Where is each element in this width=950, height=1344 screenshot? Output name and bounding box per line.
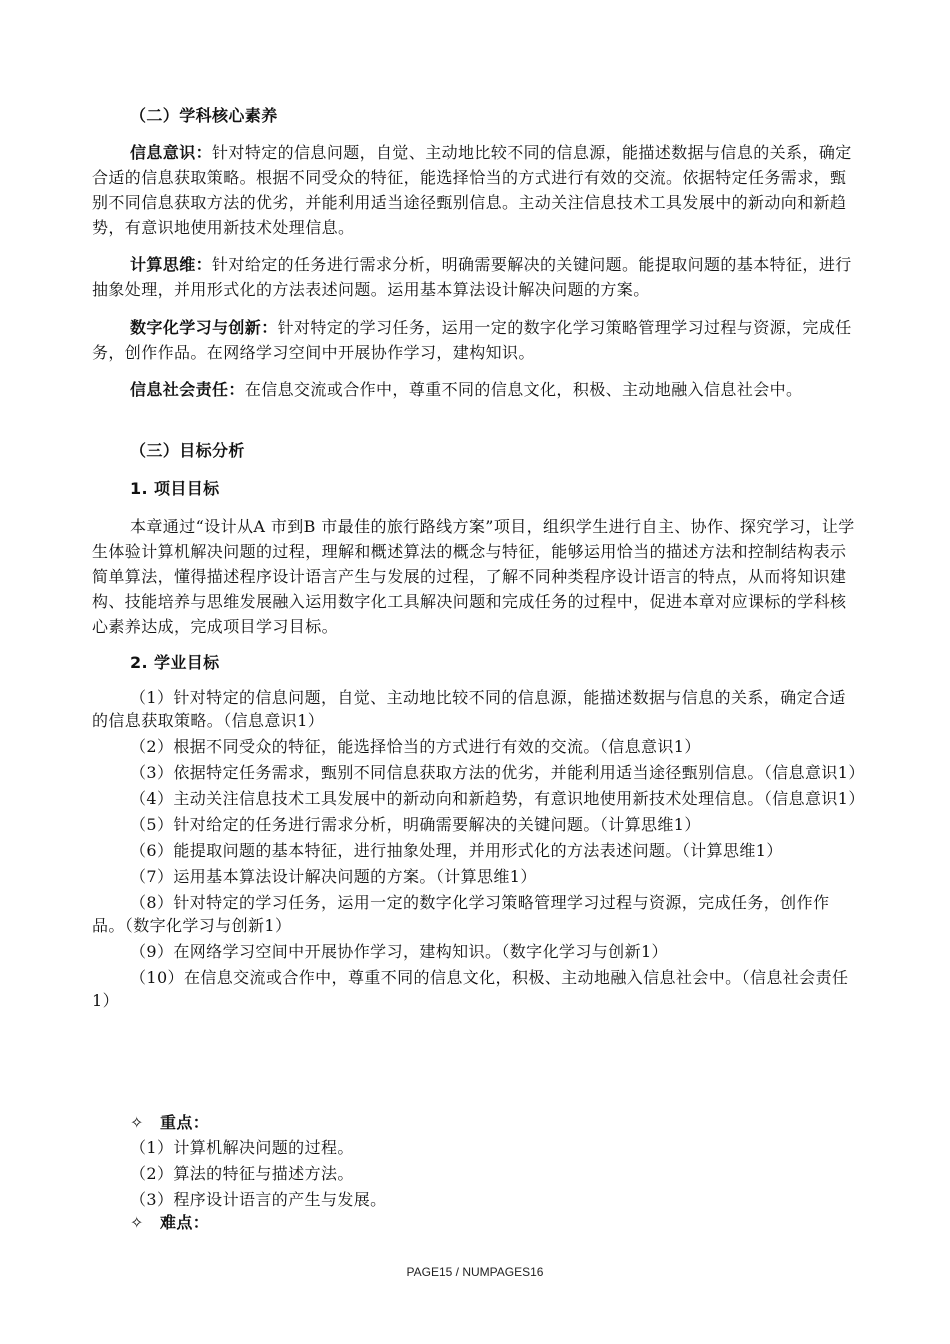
subheading-project-goal: 1. 项目目标	[130, 479, 220, 498]
key-points-heading: ✧ 重点：	[92, 1110, 862, 1135]
section-heading-goal-analysis: （三）目标分析	[130, 441, 245, 460]
term-label: 信息社会责任：	[130, 380, 245, 399]
key-points-list	[130, 1136, 900, 1214]
project-goal-text: 本章通过“设计从A 市到B 市最佳的旅行路线方案”项目，组织学生进行自主、协作、探究学习，让学生体验计算机解决问题的过程，理解和概述算法的概念与特征，能够运用恰当的描述方法和控制结构表示简单算法，懂得描述程序设计语言产生与发展的过程，了解不同种类程序设计语言的特点，从而将知识建构、技能培养与思维发展融入运用数字化工具解决问题和完成任务的过程中，促进本章对应课标的学科核心素养达成，完成项目学习目标。	[92, 517, 855, 636]
section-heading-core-literacy: （二）学科核心素养	[130, 106, 278, 125]
goal-item: （1）针对特定的信息问题，自觉、主动地比较不同的信息源，能描述数据与信息的关系，确定合适的信息获取策略。（信息意识1）	[92, 688, 846, 730]
literacy-info-awareness: 信息意识：针对特定的信息问题，自觉、主动地比较不同的信息源，能描述数据与信息的关系，确定合适的信息获取策略。根据不同受众的特征，能选择恰当的方式进行有效的交流。依据特定任务需求，甄别不同信息获取方法的优劣，并能利用适当途径甄别信息。主动关注信息技术工具发展中的新动向和新趋势，有意识地使用新技术处理信息。	[92, 143, 852, 237]
diamond-bullet-icon: ✧	[130, 1213, 144, 1232]
goal-item: （3）依据特定任务需求，甄别不同信息获取方法的优劣，并能利用适当途径甄别信息。（信息意识1）	[130, 763, 865, 782]
goal-item: （4）主动关注信息技术工具发展中的新动向和新趋势，有意识地使用新技术处理信息。（信息意识1）	[130, 789, 865, 808]
subheading-academic-goal: 2. 学业目标	[130, 653, 220, 672]
list-item: （1）计算机解决问题的过程。	[130, 1138, 354, 1157]
goal-item: （7）运用基本算法设计解决问题的方案。（计算思维1）	[130, 867, 537, 886]
difficult-points-heading: ✧ 难点：	[92, 1210, 862, 1235]
goal-item: （2）根据不同受众的特征，能选择恰当的方式进行有效的交流。（信息意识1）	[130, 737, 701, 756]
list-item: （2）算法的特征与描述方法。	[130, 1164, 354, 1183]
term-label: 信息意识：	[130, 143, 213, 162]
goal-item: （9）在网络学习空间中开展协作学习，建构知识。（数字化学习与创新1）	[130, 942, 668, 961]
goal-item: （6）能提取问题的基本特征，进行抽象处理，并用形式化的方法表述问题。（计算思维1）	[130, 841, 783, 860]
literacy-computational-thinking: 计算思维：针对给定的任务进行需求分析，明确需要解决的关键问题。能提取问题的基本特征，进行抽象处理，并用形式化的方法表述问题。运用基本算法设计解决问题的方案。	[92, 255, 852, 299]
term-label: 计算思维：	[130, 255, 213, 274]
term-label: 数字化学习与创新：	[130, 318, 278, 337]
goal-item: （8）针对特定的学习任务，运用一定的数字化学习策略管理学习过程与资源，完成任务，创作作品。（数字化学习与创新1）	[92, 893, 830, 935]
literacy-social-responsibility: 信息社会责任：在信息交流或合作中，尊重不同的信息文化，积极、主动地融入信息社会中。	[130, 380, 803, 399]
list-item: （3）程序设计语言的产生与发展。	[130, 1190, 387, 1209]
diamond-bullet-icon: ✧	[130, 1113, 144, 1132]
page-footer: PAGE15 / NUMPAGES16	[406, 1265, 544, 1279]
goal-item: （5）针对给定的任务进行需求分析，明确需要解决的关键问题。（计算思维1）	[130, 815, 701, 834]
goal-item: （10）在信息交流或合作中，尊重不同的信息文化，积极、主动地融入信息社会中。（信息社会责任1）	[92, 968, 849, 1010]
literacy-digital-learning: 数字化学习与创新：针对特定的学习任务，运用一定的数字化学习策略管理学习过程与资源，完成任务，创作作品。在网络学习空间中开展协作学习，建构知识。	[92, 318, 852, 362]
academic-goal-list	[92, 686, 865, 1015]
